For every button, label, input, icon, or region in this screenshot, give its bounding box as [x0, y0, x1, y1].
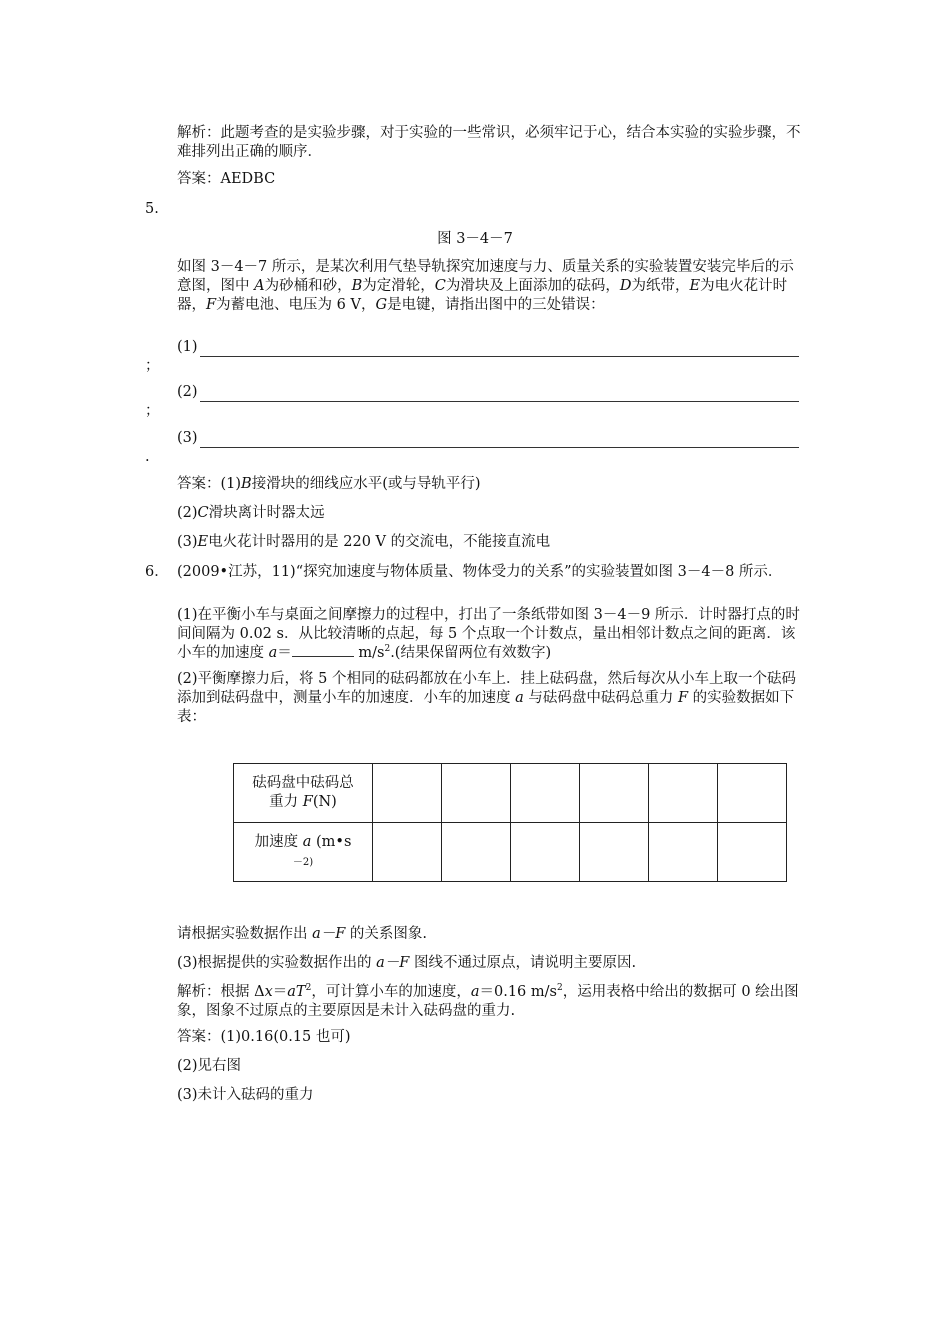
stem-text: 是电键，请指出图中的三处错误： [387, 297, 605, 313]
superscript: 2 [556, 983, 563, 994]
var-aT: aT [287, 984, 306, 1000]
answer-text: 滑块离计时器太远 [208, 505, 325, 521]
instruction-text: 请根据实验数据作出 [177, 926, 313, 942]
part-text: (2)平衡摩擦力后，将 5 个相同的砝码都放在小车上．挂上砝码盘，然后每次从小车上取一个砝码添加到砝码盘中，测量小车的加速度．小车的加速度 [177, 671, 796, 706]
var-F: F [677, 690, 689, 706]
fill-blank[interactable] [292, 644, 354, 657]
var-B: B [351, 278, 363, 294]
table-cell[interactable] [373, 764, 442, 823]
blank-end-punct: . [145, 449, 150, 465]
analysis-text: ，运用表格中给出的数据可 0 绘出图象，图象不过原点的主要原因是未计入砝码盘的重力. [177, 984, 799, 1019]
analysis-q6 [177, 983, 807, 1021]
stem-text: 为电火花计时器， [177, 278, 788, 313]
answer-text: 电火花计时器用的是 220 V 的交流电，不能接直流电 [208, 534, 551, 550]
header-text: －2) [292, 856, 314, 868]
var-a-F: a－F [376, 955, 410, 971]
var-letter: E [197, 534, 209, 550]
analysis-text: 此题考查的是实验步骤，对于实验的一些常识，必须牢记于心，结合本实验的实验步骤，不难排列出正确的顺序． [177, 125, 801, 160]
header-text: (m•s [311, 833, 352, 850]
header-text: (N) [312, 794, 337, 810]
question-number-6: 6． [145, 564, 169, 580]
var-F: F [206, 297, 217, 313]
table-cell[interactable] [718, 823, 787, 882]
var-letter: C [197, 505, 209, 521]
data-table [233, 763, 787, 882]
blank-end-punct: ； [145, 358, 160, 374]
table-cell[interactable] [580, 764, 649, 823]
var-G: G [375, 297, 388, 313]
stem-text: 为蓄电池、电压为 6 V， [216, 297, 376, 313]
answer-q6-3: (3)未计入砝码的重力 [177, 1087, 314, 1103]
part-text: 的实验数据如下表： [177, 690, 795, 725]
superscript: 2 [305, 983, 312, 994]
plot-instruction [177, 925, 807, 944]
answer-text: 接滑块的细线应水平(或与导轨平行) [251, 476, 481, 492]
table-header-acceleration [234, 823, 373, 882]
analysis-text: ＝ [272, 984, 288, 1000]
answer-q5-3 [177, 533, 807, 552]
blank-label: (1) [177, 339, 198, 355]
blank-end-punct: ； [145, 403, 160, 419]
analysis-text: ，可计算小车的加速度， [311, 984, 471, 1000]
blank-line[interactable] [200, 342, 799, 357]
table-cell[interactable] [580, 823, 649, 882]
answer-blank-2[interactable] [177, 383, 799, 402]
analysis-label: 解析： [177, 125, 221, 141]
header-text: 加速度 [254, 833, 303, 850]
var-x: x [264, 984, 273, 1000]
analysis-q4 [177, 124, 807, 162]
table-cell[interactable] [442, 823, 511, 882]
var-a: a [302, 833, 312, 850]
blank-line[interactable] [200, 387, 799, 402]
part-text: m/s [353, 645, 385, 661]
instruction-text: 的关系图象. [345, 926, 428, 942]
table-cell[interactable] [373, 823, 442, 882]
table-cell[interactable] [511, 764, 580, 823]
var-a-F: a－F [312, 926, 346, 942]
answer-blank-3[interactable] [177, 429, 799, 448]
answer-text: (2) [177, 505, 198, 521]
answer-q5-2 [177, 504, 807, 523]
blank-label: (2) [177, 384, 198, 400]
var-A: A [254, 278, 265, 294]
stem-text: 为纸带， [631, 278, 690, 294]
table-row [234, 764, 787, 823]
part-text: 与砝码盘中砝码总重力 [523, 690, 678, 706]
var-E: E [689, 278, 701, 294]
figure-caption-3-4-7: 图 3－4－7 [437, 231, 513, 247]
answer-q6-1: 答案：(1)0.16(0.15 也可) [177, 1029, 351, 1045]
question-5-stem [177, 258, 807, 315]
part-text: 图线不通过原点，请说明主要原因. [409, 955, 637, 971]
stem-text: 为滑块及上面添加的砝码， [445, 278, 620, 294]
table-cell[interactable] [442, 764, 511, 823]
analysis-text: 解析：根据 Δ [177, 984, 265, 1000]
blank-line[interactable] [200, 433, 799, 448]
table-cell[interactable] [649, 764, 718, 823]
answer-q6-2: (2)见右图 [177, 1058, 242, 1074]
part-text: ＝ [277, 645, 292, 661]
var-D: D [619, 278, 632, 294]
header-text: 砝码盘中砝码总 [252, 775, 354, 791]
answer-q5-1 [177, 475, 807, 494]
table-cell[interactable] [649, 823, 718, 882]
var-F: F [302, 794, 313, 810]
question-6-stem: (2009•江苏，11)“探究加速度与物体质量、物体受力的关系”的实验装置如图 3－4－8 所示． [177, 564, 783, 580]
answer-text: 答案：(1) [177, 476, 242, 492]
header-text: 重力 [269, 794, 303, 810]
blank-label: (3) [177, 430, 198, 446]
var-a: a [470, 984, 480, 1000]
stem-text: 为砂桶和砂， [264, 278, 352, 294]
question-6-part-3 [177, 954, 807, 973]
table-cell[interactable] [718, 764, 787, 823]
superscript: 2 [384, 644, 391, 655]
table-cell[interactable] [511, 823, 580, 882]
stem-text: 为定滑轮， [362, 278, 435, 294]
var-letter: B [241, 476, 252, 492]
question-6-part-1 [177, 606, 807, 663]
question-6-part-2 [177, 670, 807, 727]
analysis-text: ＝0.16 m/s [479, 984, 557, 1000]
part-text: (1)在平衡小车与桌面之间摩擦力的过程中，打出了一条纸带如图 3－4－9 所示．计时器打点的时间间隔为 0.02 s．从比较清晰的点起，每 5 个点取一个计数点，量出相邻计数点之间的距离．该小车的加速度 [177, 607, 800, 661]
var-a: a [268, 645, 278, 661]
var-a: a [515, 690, 524, 706]
var-C: C [434, 278, 446, 294]
answer-blank-1[interactable] [177, 338, 799, 357]
stem-text: 如图 3－4－7 所示，是某次利用气垫导轨探究加速度与力、质量关系的实验装置安装完毕后的示意图，图中 [177, 259, 794, 294]
answer-q4: 答案：AEDBC [177, 171, 276, 187]
question-number-5: 5. [145, 201, 159, 217]
part-text: (3)根据提供的实验数据作出的 [177, 955, 377, 971]
part-text: .(结果保留两位有效数字) [390, 645, 552, 661]
table-row [234, 823, 787, 882]
answer-text: (3) [177, 534, 198, 550]
table-header-force [234, 764, 373, 823]
